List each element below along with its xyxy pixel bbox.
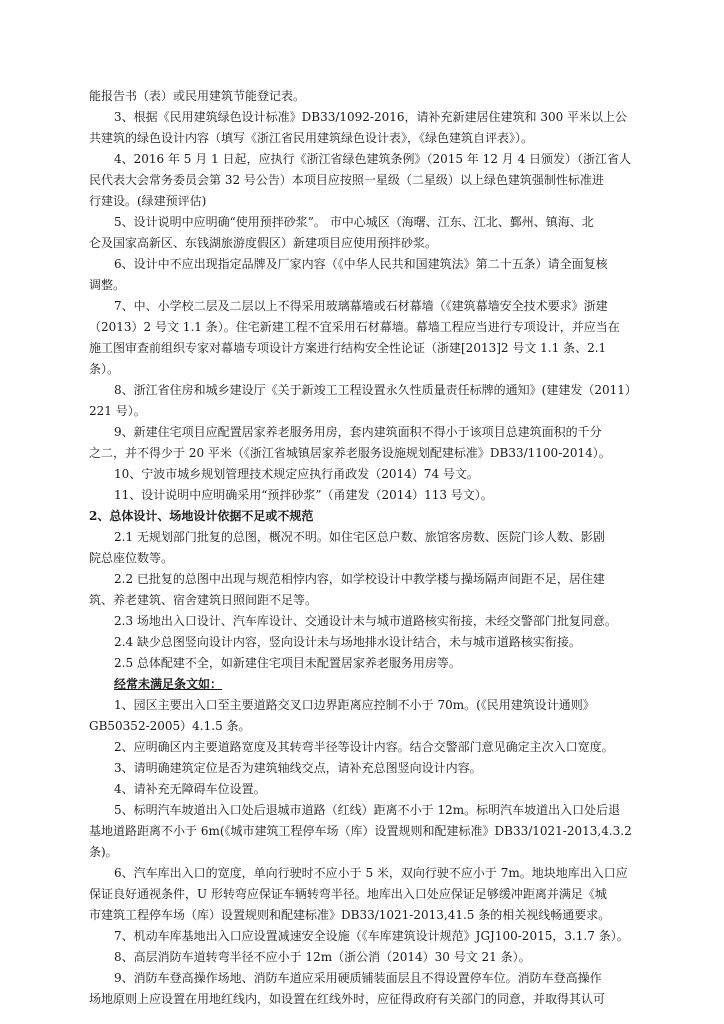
text-line: 7、中、小学校二层及二层以上不得采用玻璃幕墙或石材幕墙（《建筑幕墙安全技术要求》浙建 — [114, 299, 608, 313]
text-line: 6、汽车库出入口的宽度，单向行驶时不应小于 5 米，双向行驶不应小于 7m。地块地库出入口应 — [114, 866, 628, 880]
text-line: 之二，并不得少于 20 平米（《浙江省城镇居家养老服务设施规划配建标准》DB33/1100-2014）。 — [89, 446, 611, 460]
text-line: 共建筑的绿色设计内容（填写《浙江省民用建筑绿色设计表》，《绿色建筑自评表》）。 — [89, 131, 534, 145]
text-line: 2.2 已批复的总图中出现与规范相悖内容，如学校设计中教学楼与操场隔声间距不足，居住建 — [114, 572, 605, 586]
text-line: 市建筑工程停车场（库）设置规则和配建标准》DB33/1021-2013,41.5 条的相关视线畅通要求。 — [89, 908, 611, 922]
text-line: 221 号）。 — [89, 404, 146, 418]
text-line: （2013）2 号文 1.1 条）。住宅新建工程不宜采用石材幕墙。幕墙工程应当进行专项设计，并应当在 — [89, 320, 620, 334]
text-line: 调整。 — [89, 278, 126, 292]
text-line: 行建设。(绿建预评估) — [89, 194, 207, 208]
text-line: 1、园区主要出入口至主要道路交叉口边界距离应控制不小于 70m。(《民用建筑设计通则》 — [114, 698, 595, 712]
text-line: 9、消防车登高操作场地、消防车道应采用硬质铺装面层且不得设置停车位。消防车登高操作 — [114, 971, 602, 985]
text-line: 3、请明确建筑定位是否为建筑轴线交点，请补充总图竖向设计内容。 — [114, 761, 482, 775]
text-line: 8、浙江省住房和城乡建设厅《关于新竣工工程设置永久性质量责任标牌的通知》(建建发（2011） — [114, 383, 637, 397]
text-line: 5、设计说明中应明确“使用预拌砂浆”。 市中心城区（海曙、江东、江北、鄞州、镇海、北 — [114, 215, 594, 229]
text-line: 2、应明确区内主要道路宽度及其转弯半径等设计内容。结合交警部门意见确定主次入口宽度。 — [114, 740, 614, 754]
text-line: 4、2016 年 5 月 1 日起，应执行《浙江省绿色建筑条例》（2015 年 12 月 4 日颁发）（浙江省人 — [114, 152, 632, 166]
text-line: GB50352-2005）4.1.5 条。 — [89, 719, 251, 733]
text-line: 3、根据《民用建筑绿色设计标准》DB33/1092-2016，请补充新建居住建筑和 300 平米以上公 — [114, 110, 628, 124]
text-line: 4、请补充无障碍车位设置。 — [114, 782, 266, 796]
section-heading: 2、总体设计、场地设计依据不足或不规范 — [89, 509, 314, 523]
text-line: 5、标明汽车坡道出入口处后退城市道路（红线）距离不小于 12m。标明汽车坡道出入口处后退 — [114, 803, 621, 817]
text-line: 2.4 缺少总图竖向设计内容，竖向设计未与场地排水设计结合，未与城市道路核实衔接。 — [114, 635, 581, 649]
text-line: 场地原则上应设置在用地红线内，如设置在红线外时，应征得政府有关部门的同意，并取得其认可 — [89, 992, 606, 1006]
text-line: 条)。 — [89, 845, 118, 859]
text-line: 10、宁波市城乡规划管理技术规定应执行甬政发（2014）74 号文。 — [114, 467, 479, 481]
text-line: 基地道路距离不小于 6m(《城市建筑工程停车场（库）设置规则和配建标准》DB33/1021-2013,4.3.2 — [89, 824, 632, 838]
text-line: 施工图审查前组织专家对幕墙专项设计方案进行结构安全性论证（浙建[2013]2 号文 1.1 条、2.1 — [89, 341, 607, 355]
text-line: 能报告书（表）或民用建筑节能登记表。 — [89, 89, 306, 103]
text-line: 保证良好通视条件，U 形转弯应保证车辆转弯半径。地库出入口处应保证足够缓冲距离并满足《城 — [89, 887, 607, 901]
subheading-underlined: 经常未满足条文如： — [114, 677, 223, 691]
text-line: 民代表大会常务委员会第 32 号公告）本项目应按照一星级（二星级）以上绿色建筑强制性标准进 — [89, 173, 604, 187]
text-line: 条）。 — [89, 362, 120, 376]
text-line: 9、新建住宅项目应配置居家养老服务用房，套内建筑面积不得小于该项目总建筑面积的千分 — [114, 425, 602, 439]
text-line: 院总座位数等。 — [89, 551, 174, 565]
text-line: 6、设计中不应出现指定品牌及厂家内容（《中华人民共和国建筑法》第二十五条）请全面复核 — [114, 257, 608, 271]
text-line: 2.3 场地出入口设计、汽车库设计、交通设计未与城市道路核实衔接，未经交警部门批复同意。 — [114, 614, 617, 628]
text-line: 仑及国家高新区、东钱湖旅游度假区）新建项目应使用预拌砂浆。 — [89, 236, 438, 250]
text-line: 7、机动车库基地出入口应设置减速安全设施（《车库建筑设计规范》JGJ100-2015，3.1.7 条）。 — [114, 929, 629, 943]
text-line: 2.5 总体配建不全，如新建住宅项目未配置居家养老服务用房等。 — [114, 656, 461, 670]
text-line: 11、设计说明中应明确采用“预拌砂浆”（甬建发（2014）113 号文）。 — [114, 488, 493, 502]
text-line: 筑、养老建筑、宿舍建筑日照间距不足等。 — [89, 593, 318, 607]
text-line: 8、高层消防车道转弯半径不应小于 12m（浙公消（2014）30 号文 21 条）。 — [114, 950, 531, 964]
text-line: 2.1 无规划部门批复的总图，概况不明。如住宅区总户数、旅馆客房数、医院门诊人数、影剧 — [114, 530, 605, 544]
